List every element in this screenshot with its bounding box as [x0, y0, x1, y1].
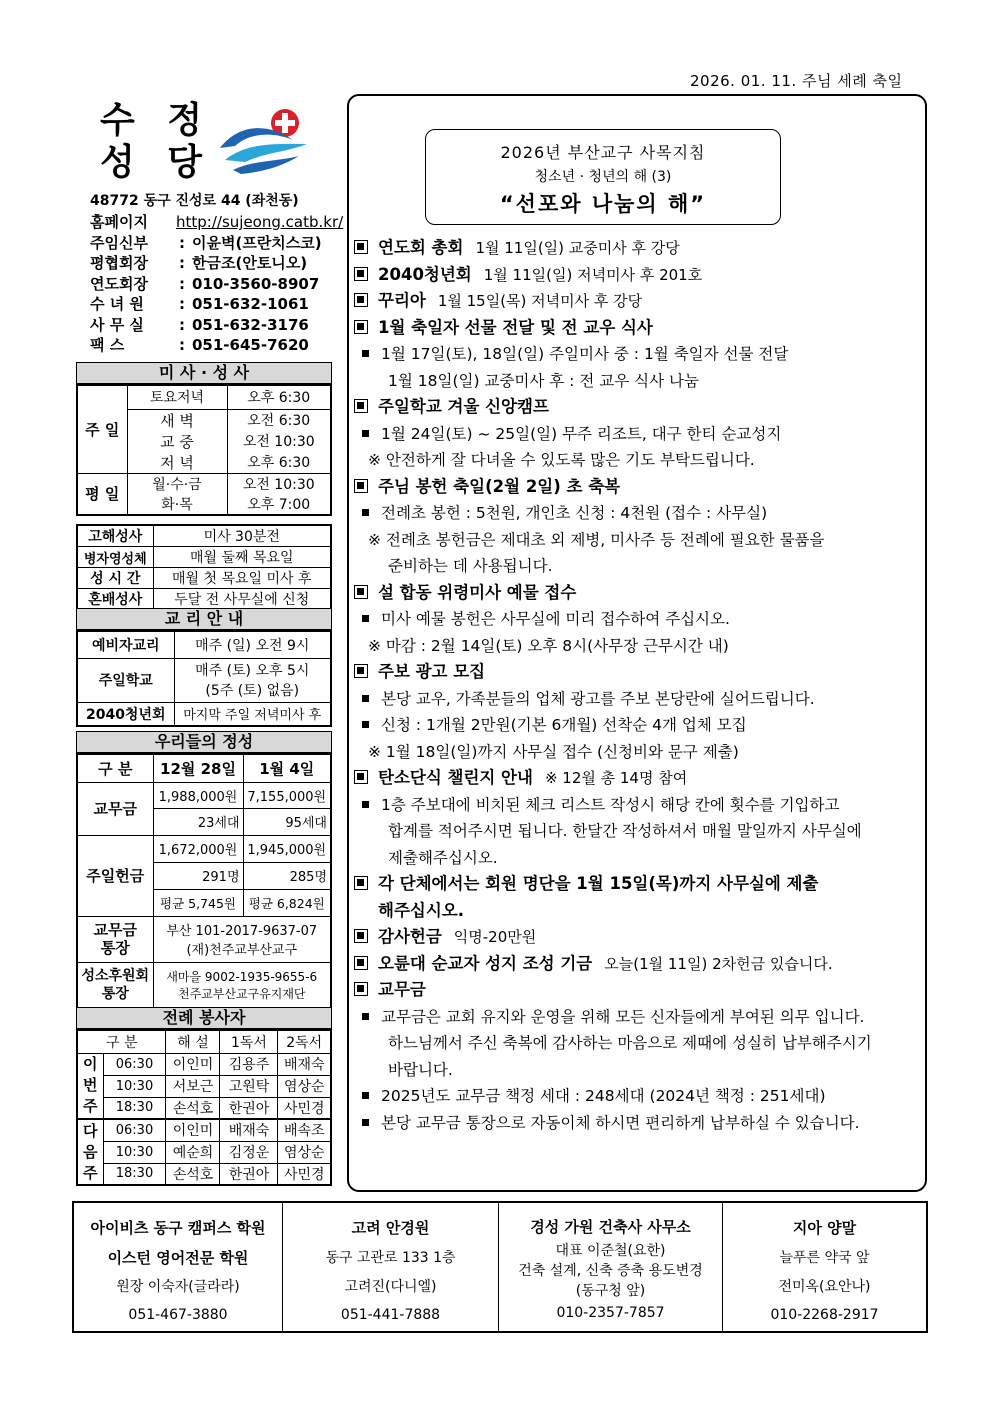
announcement-bullet	[354, 1004, 924, 1031]
announcement-heading	[354, 262, 924, 289]
policy-title: 2026년 부산교구 사목지침	[500, 143, 706, 162]
announcement-heading	[354, 235, 924, 262]
ad-cell: 경성 가원 건축사 사무소 대표 이준철(요한) 건축 설계, 신축 증축 용도변경 (동구청 앞) 010-2357-7857	[498, 1203, 722, 1331]
heading-text: 주보 광고 모집	[378, 662, 486, 681]
heading-detail: 1월 11일(일) 교중미사 후 강당	[475, 239, 680, 257]
heading-text: 주일학교 겨울 신앙캠프	[378, 397, 549, 416]
announcement-bullet	[354, 792, 924, 819]
announcement-continued: 하느님께서 주신 축복에 감사하는 마음으로 제때에 성실히 납부해주시기	[388, 1034, 872, 1052]
info-row: 주임신부 : 이윤벽(프란치스코)	[90, 233, 322, 252]
bullet-icon	[362, 1013, 369, 1020]
announcement-continued: 합계를 적어주시면 됩니다. 한달간 작성하셔서 매월 말일까지 사무실에	[388, 822, 862, 840]
square-bullet-icon	[354, 267, 368, 281]
bullet-text: 1층 주보대에 비치된 체크 리스트 작성시 해당 칸에 횟수를 기입하고	[381, 795, 840, 814]
mass-header: 미 사 · 성 사	[76, 362, 332, 384]
announcement-bullet	[354, 341, 924, 368]
heading-detail: 익명-20만원	[453, 928, 537, 946]
heading-text: 교무금	[378, 980, 426, 999]
announcement-heading	[354, 580, 924, 607]
announcement-continued: 1월 18일(일) 교중미사 후 : 전 교우 식사 나눔	[388, 371, 699, 390]
announcement-heading	[354, 315, 924, 342]
announcement-heading	[354, 394, 924, 421]
heading-detail: ※ 12월 총 14명 참여	[544, 769, 688, 787]
square-bullet-icon	[354, 956, 368, 970]
announcement-bullet	[354, 500, 924, 527]
homepage-link[interactable]: http://sujeong.catb.kr/	[176, 213, 344, 231]
heading-detail: 1월 11일(일) 저녁미사 후 201호	[483, 265, 703, 284]
info-row: 홈페이지 http://sujeong.catb.kr/	[90, 213, 344, 231]
heading-text: 탄소단식 챌린지 안내	[378, 768, 533, 787]
doctrine-header: 교 리 안 내	[76, 608, 332, 630]
announcement-bullet	[354, 1110, 924, 1137]
heading-text: 설 합동 위령미사 예물 접수	[378, 582, 577, 602]
announcement-continued: 제출해주십시오.	[388, 848, 498, 867]
announcement-heading	[354, 871, 924, 898]
announcement-bullet	[354, 421, 924, 448]
bullet-text: 1월 17일(토), 18일(일) 주일미사 중 : 1월 축일자 선물 전달	[381, 345, 789, 363]
heading-text: 각 단체에서는 회원 명단을 1월 15일(목)까지 사무실에 제출	[378, 874, 819, 893]
heading-text: 감사헌금	[378, 927, 442, 946]
doctrine-table: 예비자교리 매주 (일) 오전 9시 주일학교 매주 (토) 오후 5시 (5주 (토) 없음) 2040청년회 마지막 주일 저녁미사 후	[76, 630, 332, 727]
info-row: 사 무 실 : 051-632-3176	[90, 315, 309, 334]
square-bullet-icon	[354, 240, 368, 254]
servers-header: 전례 봉사자	[76, 1007, 332, 1029]
heading-text: 꾸리아	[378, 291, 426, 310]
announcement-bullet	[354, 606, 924, 633]
announcement-heading	[354, 765, 924, 792]
square-bullet-icon	[354, 982, 368, 996]
heading-text: 연도회 총회	[378, 238, 464, 257]
announcement-note: ※ 1월 18일(일)까지 사무실 접수 (신청비와 문구 제출)	[368, 742, 739, 761]
church-name-line1: 수 정	[100, 100, 213, 141]
announcement-note: ※ 마감 : 2월 14일(토) 오후 8시(사무장 근무시간 내)	[368, 636, 729, 655]
square-bullet-icon	[354, 664, 368, 678]
info-row: 연도회장 : 010-3560-8907	[90, 274, 320, 293]
bullet-icon	[362, 350, 369, 357]
bullet-text: 교무금은 교회 유지와 운영을 위해 모든 신자들에게 부여된 의무 입니다.	[381, 1007, 865, 1026]
bullet-icon	[362, 1119, 369, 1126]
announcement-heading	[354, 659, 924, 686]
church-name-line2: 성 당	[100, 142, 213, 183]
servers-table: 구 분 해 설 1독서 2독서 이번주 06:30 이인미 김용주 배재숙 10:30 서보근 고원탁 염상순 18:30 손석호 한권아 사민경 다음주 06:30 이인미 배재숙 배속조 10:30 예순희 김정운 염상순 18:30 손석호 한권아 사민경	[76, 1029, 332, 1186]
sacrament-table: 고해성사 미사 30분전 병자영성체 매월 둘째 목요일 성 시 간 매월 첫 목요일 미사 후 혼배성사 두달 전 사무실에 신청	[76, 524, 332, 611]
bulletin-date: 2026. 01. 11. 주님 세례 축일	[690, 72, 903, 90]
bullet-text: 1월 24일(토) ~ 25일(일) 무주 리조트, 대구 한티 순교성지	[381, 424, 782, 443]
info-row: 평협회장 : 한금조(안토니오)	[90, 254, 308, 272]
announcement-continued: 준비하는 데 사용됩니다.	[388, 557, 553, 575]
bullet-text: 신청 : 1개월 2만원(기본 6개월) 선착순 4개 업체 모집	[381, 716, 747, 734]
mass-table: 주 일 토요저녁 오후 6:30 새 벽 오전 6:30 교 중 오전 10:30 저 녁 오후 6:30 평 일 월·수·금 오전 10:30 화·목 오후 7:00	[76, 384, 332, 516]
bullet-text: 2025년도 교무금 책정 세대 : 248세대 (2024년 책정 : 251세대)	[381, 1087, 826, 1105]
announcement-bullet	[354, 686, 924, 713]
heading-text: 2040청년회	[378, 264, 472, 284]
bullet-text: 본당 교무금 통장으로 자동이체 하시면 편리하게 납부하실 수 있습니다.	[381, 1113, 860, 1132]
square-bullet-icon	[354, 479, 368, 493]
announcement-list	[354, 235, 924, 1136]
ad-cell: 아이비츠 동구 캠퍼스 학원 이스턴 영어전문 학원 원장 이숙자(글라라) 051-467-3880	[90, 1219, 266, 1323]
announcement-heading	[354, 474, 924, 501]
heading-detail: 오늘(1월 11일) 2차헌금 있습니다.	[604, 954, 833, 973]
square-bullet-icon	[354, 929, 368, 943]
info-row: 수 녀 원 : 051-632-1061	[90, 295, 309, 313]
bullet-icon	[362, 695, 369, 702]
policy-box	[425, 129, 781, 225]
bullet-text: 미사 예물 봉헌은 사무실에 미리 접수하여 주십시오.	[381, 610, 730, 628]
square-bullet-icon	[354, 293, 368, 307]
square-bullet-icon	[354, 320, 368, 334]
policy-subtitle: 청소년 · 청년의 해 (3)	[534, 169, 672, 185]
ad-cell: 고려 안경원 동구 고관로 133 1층 고려진(다니엘) 051-441-7888	[282, 1203, 498, 1331]
contact-info	[90, 212, 343, 356]
square-bullet-icon	[354, 585, 368, 599]
bullet-text: 전례초 봉헌 : 5천원, 개인초 신청 : 4천원 (접수 : 사무실)	[381, 504, 768, 522]
bullet-icon	[362, 721, 369, 728]
square-bullet-icon	[354, 770, 368, 784]
heading-detail: 1월 15일(목) 저녁미사 후 강당	[437, 292, 643, 310]
bullet-icon	[362, 801, 369, 808]
announcement-note: ※ 전례초 봉헌금은 제대초 외 제병, 미사주 등 전례에 필요한 물품을	[368, 530, 825, 549]
announcement-bullet	[354, 712, 924, 739]
heading-text: 오륜대 순교자 성지 조성 기금	[378, 953, 593, 973]
announcement-heading	[354, 288, 924, 315]
announcement-note: ※ 안전하게 잘 다녀올 수 있도록 많은 기도 부탁드립니다.	[368, 451, 755, 469]
bullet-icon	[362, 509, 369, 516]
announcement-bullet	[354, 1083, 924, 1110]
announcement-heading	[354, 977, 924, 1004]
bullet-icon	[362, 1092, 369, 1099]
announcement-continued: 바랍니다.	[388, 1060, 453, 1079]
bullet-icon	[362, 430, 369, 437]
address: 48772 동구 진성로 44 (좌천동)	[90, 193, 299, 209]
announcement-heading	[354, 951, 924, 978]
ad-footer	[72, 1201, 928, 1333]
square-bullet-icon	[354, 876, 368, 890]
square-bullet-icon	[354, 399, 368, 413]
bullet-icon	[362, 615, 369, 622]
church-logo-icon	[215, 100, 325, 180]
offering-table: 구 분 12월 28일 1월 4일 교무금 1,988,000원 7,155,000원 23세대 95세대 주일헌금 1,672,000원 1,945,000원 291명 285명 평균 5,745원 평균 6,824원 교무금 통장 부산 101-2017-9637-07 (재)천주교부산교구 성소후원회 통장 새마을 9002-1935-9655-6 천주교부산교구유지재단	[76, 753, 332, 1009]
heading-text: 1월 축일자 선물 전달 및 전 교우 식사	[378, 317, 653, 337]
heading-text: 주님 봉헌 축일(2월 2일) 초 축복	[378, 476, 621, 496]
ad-cell: 지아 양말 늘푸른 약국 앞 전미옥(요안나) 010-2268-2917	[722, 1203, 926, 1331]
bullet-text: 본당 교우, 가족분들의 업체 광고를 주보 본당란에 실어드립니다.	[381, 689, 815, 708]
policy-motto: “선포와 나눔의 해”	[499, 192, 707, 216]
offering-header: 우리들의 정성	[76, 731, 332, 753]
announcement-heading	[354, 924, 924, 951]
info-row: 팩 스 : 051-645-7620	[90, 336, 309, 354]
announcement-heading-continued: 해주십시오.	[378, 900, 464, 920]
